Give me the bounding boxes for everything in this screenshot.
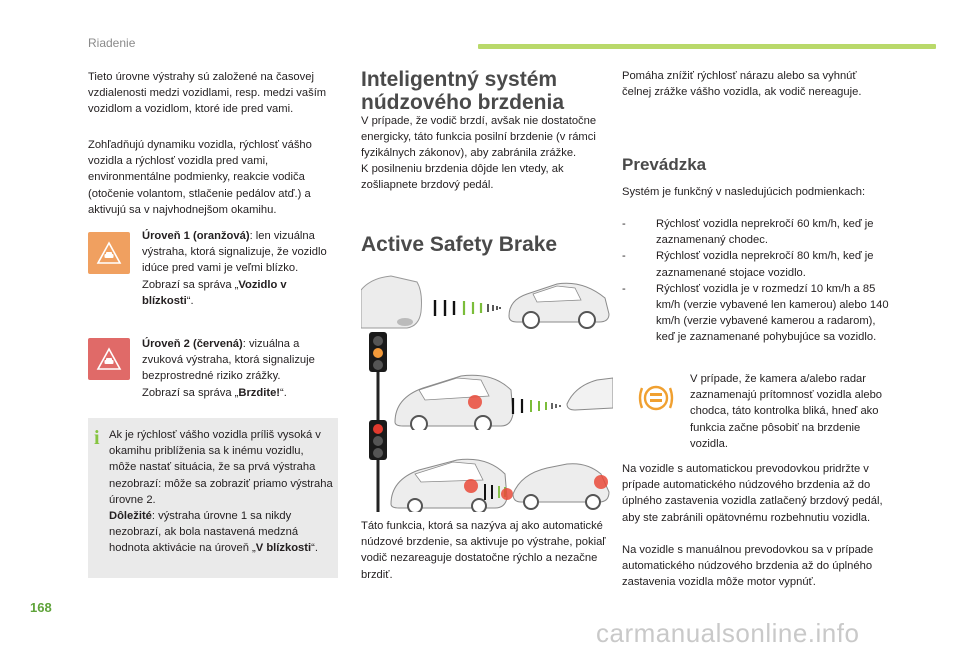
- info-bold-end: V blízkosti: [255, 542, 312, 555]
- intro-paragraph-2: Zohľadňujú dynamiku vozidla, rýchlosť vášho vozidla a rýchlosť vozidla pred vami, environmentálne podmienky, reakcie vodiča (otočenie volantom, stlačenie pedálov atď.) a aktivujú sa v najvhodnejšom okamihu.: [88, 139, 312, 216]
- level1-msg-suffix: “.: [186, 294, 194, 307]
- operation-intro: Systém je funkčný v nasledujúcich podmienkach:: [622, 186, 866, 198]
- level2-warning-badge: [88, 338, 130, 380]
- level2-message: Brzdite!: [238, 386, 281, 399]
- col2-paragraph-2: K posilneniu brzdenia dôjde len vtedy, ak zošliapnete brzdový pedál.: [361, 163, 564, 192]
- automatic-gearbox-paragraph: Na vozidle s automatickou prevodovkou pridržte v prípade automatického núdzového brzdenia až do úplného zastavenia vozidla zatlačený brzdový pedál, aby ste zabránili opätovnému rozbehnutiu vozidla.: [622, 463, 883, 524]
- page-number: 168: [30, 600, 52, 615]
- info-text-2: : výstraha úrovne 1 sa nikdy nezobrazí, ak bola nastavená medzná hodnota aktivácie na úroveň „: [109, 510, 299, 555]
- warning-lamp-text: V prípade, že kamera a/alebo radar zaznamenajú prítomnosť vozidla alebo chodca, táto kontrolka bliká, hneď ako funkcia začne pôsobiť na brzdenie vozidla.: [690, 373, 883, 450]
- collision-warning-icon: [96, 347, 122, 371]
- info-note-box: [88, 418, 338, 578]
- level2-msg-suffix: “.: [280, 386, 287, 399]
- level2-msg-prefix: Zobrazí sa správa „: [142, 386, 239, 399]
- intro-paragraph-1: Tieto úrovne výstrahy sú založené na časovej vzdialenosti medzi vozidlami, resp. medzi vaším vozidlom a vozidlom, ktoré ide pred vami.: [88, 71, 327, 116]
- info-icon: i: [94, 427, 100, 449]
- level1-message: Vozidlo v blízkosti: [142, 278, 287, 307]
- page-title-line-2: núdzového brzdenia: [361, 91, 565, 114]
- level2-description: [142, 336, 338, 401]
- info-end: “.: [311, 542, 318, 555]
- section-accent-bar: [478, 44, 936, 49]
- col2-paragraph-1: V prípade, že vodič brzdí, avšak nie dostatočne energicky, táto funkcia posilní brzdenie (v rámci fyzikálnych zákonov), aby zabránila zrážke.: [361, 115, 597, 160]
- level2-text: : vizuálna a zvuková výstraha, ktorá signalizuje bezprostredné riziko zrážky.: [142, 338, 315, 383]
- level2-title: Úroveň 2 (červená): [142, 338, 243, 350]
- condition-item: - Rýchlosť vozidla neprekročí 80 km/h, keď je zaznamenané stojace vozidlo.: [622, 248, 890, 280]
- section-header: Riadenie: [88, 36, 136, 50]
- level1-msg-prefix: Zobrazí sa správa „: [142, 278, 239, 291]
- level1-text: : len vizuálna výstraha, ktorá signalizuje, že vozidlo idúce pred vami je veľmi blízko.: [142, 230, 327, 275]
- info-note-text: [109, 427, 333, 557]
- watermark: carmanualsonline.info: [596, 618, 860, 648]
- illustration-stage-1: [361, 270, 613, 330]
- col3-paragraph-1: Pomáha znížiť rýchlosť nárazu alebo sa vyhnúť čelnej zrážke vášho vozidla, ak vodič nereaguje.: [622, 70, 862, 99]
- info-text-1: Ak je rýchlosť vášho vozidla príliš vysoká v okamihu priblíženia sa k inému vozidlu, môže nastať situácia, že sa prvá výstraha nezobrazí: môže sa zobraziť priamo výstraha úrovne 2.: [109, 429, 333, 506]
- page-title-line-1: Inteligentný systém: [361, 68, 558, 91]
- condition-item: - Rýchlosť vozidla je v rozmedzí 10 km/h a 85 km/h (verzie vybavené len kamerou) alebo 140 km/h (verzie vybavené kamerou a radarom), keď je zaznamenané pohybujúce sa vozidlo.: [622, 281, 890, 346]
- collision-warning-icon: [96, 241, 122, 265]
- operation-heading: Prevádzka: [622, 155, 707, 174]
- info-important-label: Dôležité: [109, 510, 152, 523]
- manual-gearbox-paragraph: Na vozidle s manuálnou prevodovkou sa v prípade automatického núdzového brzdenia až do úplného zastavenia vozidla môže motor vypnúť.: [622, 544, 874, 589]
- operation-conditions-list: [622, 216, 890, 346]
- section-heading-asb: Active Safety Brake: [361, 233, 558, 256]
- page-title: [361, 68, 611, 114]
- asb-caption: Táto funkcia, ktorá sa nazýva aj ako automatické núdzové brzdenie, sa aktivuje po výstrahe, pokiaľ vodič nezareaguje dostatočne rýchlo a nezačne brzdiť.: [361, 520, 606, 581]
- brake-warning-lamp-icon: [636, 378, 676, 418]
- level1-description: [142, 228, 338, 309]
- level1-warning-badge: [88, 232, 130, 274]
- condition-item: - Rýchlosť vozidla neprekročí 60 km/h, keď je zaznamenaný chodec.: [622, 216, 890, 248]
- level1-title: Úroveň 1 (oranžová): [142, 230, 250, 242]
